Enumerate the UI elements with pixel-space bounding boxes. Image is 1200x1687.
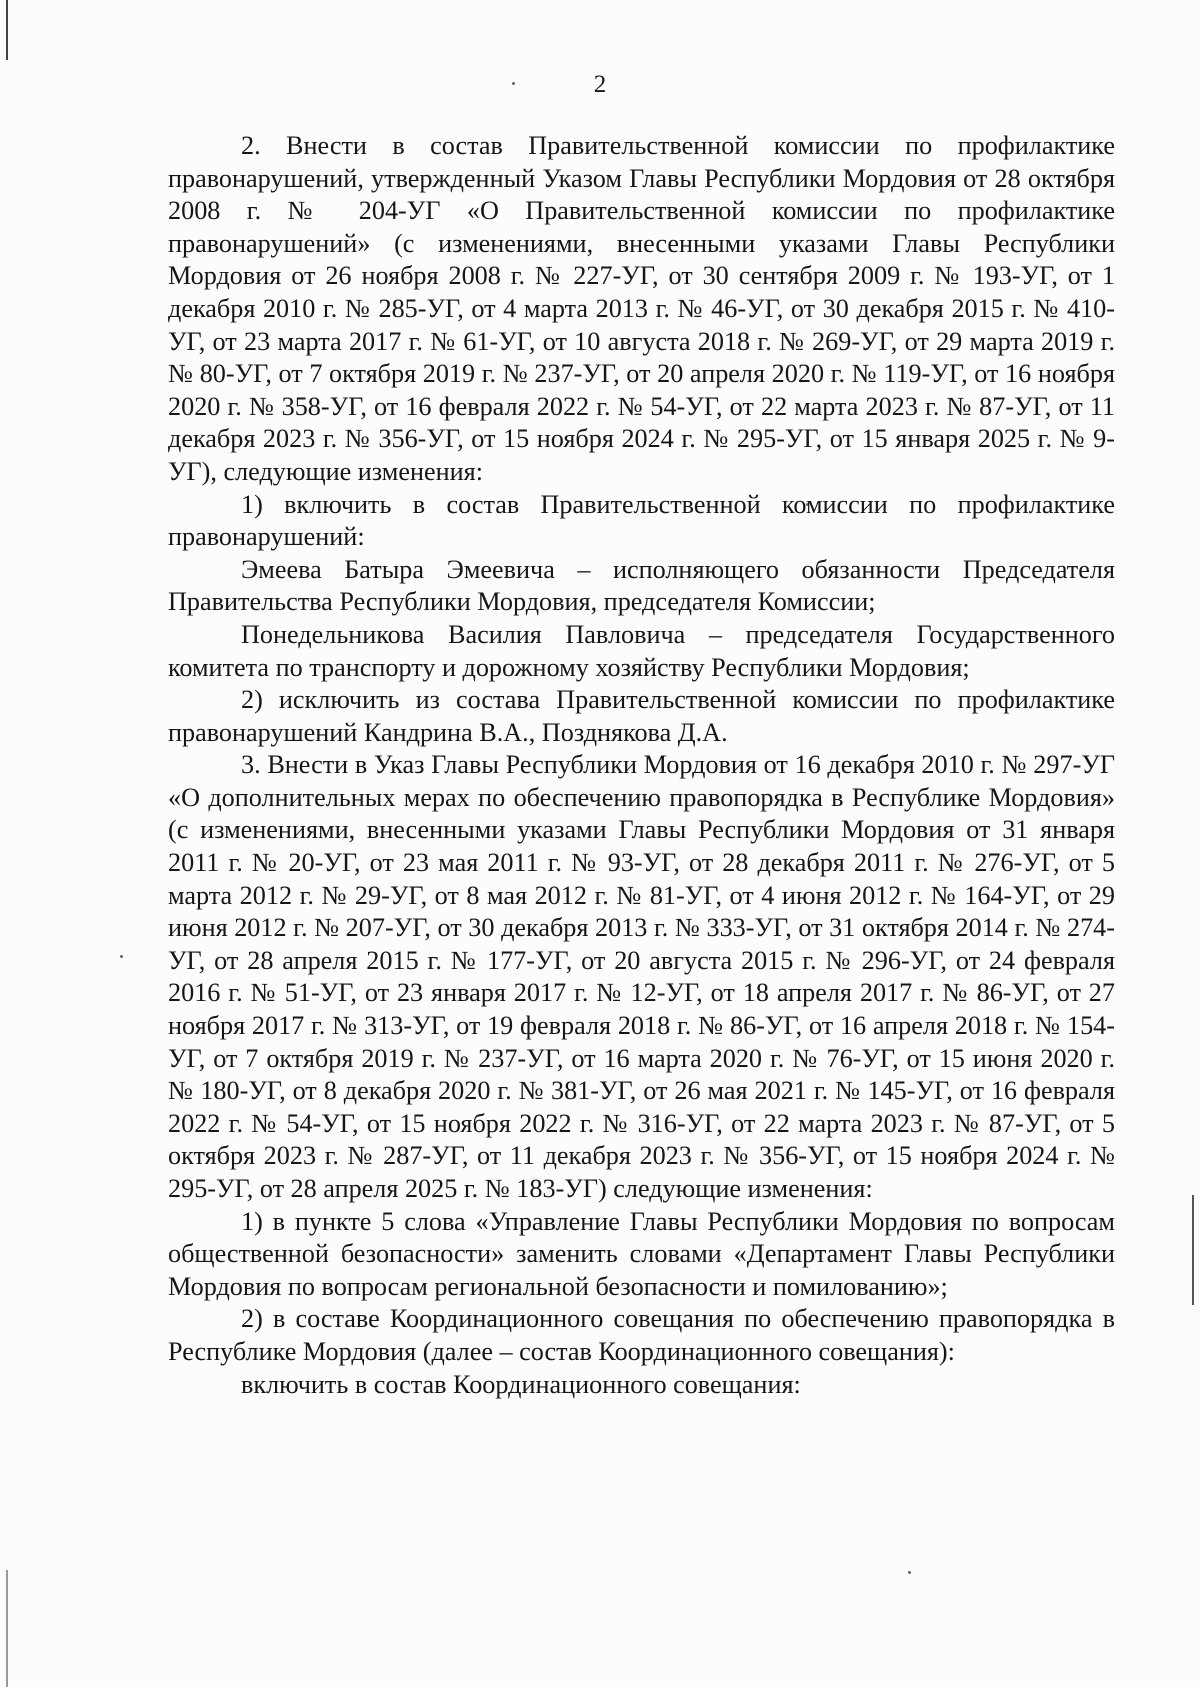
paragraph-member-emeev: Эмеева Батыра Эмеевича – исполняющего обязанности Председателя Правительства Республики Мордовия, председателя Комиссии;	[168, 554, 1115, 617]
paragraph-subitem-include-members: 1) включить в состав Правительственной комиссии по профилактике правонарушений:	[168, 489, 1115, 552]
paragraph-subitem-rename-department: 1) в пункте 5 слова «Управление Главы Республики Мордовия по вопросам общественной безопасности» заменить словами «Департамент Главы Республики Мордовия по вопросам региональной безопасности и помилованию»;	[168, 1206, 1115, 1301]
paragraph-subitem-coordination-meeting: 2) в составе Координационного совещания по обеспечению правопорядка в Республике Мордовия (далее – состав Координационного совещания):	[168, 1304, 1115, 1366]
scan-speck	[908, 1571, 911, 1574]
paragraph-member-ponedelnikov: Понедельникова Василия Павловича – председателя Государственного комитета по транспорту и дорожному хозяйству Республики Мордовия;	[168, 619, 1115, 682]
scan-edge-mark	[1192, 1195, 1194, 1305]
paragraph-item-2-commission-composition: 2. Внести в состав Правительственной комиссии по профилактике правонарушений, утвержденный Указом Главы Республики Мордовия от 28 октября 2008 г. № 204-УГ «О Правительственной комиссии по профилактике правонарушений» (с изменениями, внесенными указами Главы Республики Мордовия от 26 ноября 2008 г. № 227-УГ, от 30 сентября 2009 г. № 193-УГ, от 1 декабря 2010 г. № 285-УГ, от 4 марта 2013 г. № 46-УГ, от 30 декабря 2015 г. № 410-УГ, от 23 марта 2017 г. № 61-УГ, от 10 августа 2018 г. № 269-УГ, от 29 марта 2019 г. № 80-УГ, от 7 октября 2019 г. № 237-УГ, от 20 апреля 2020 г. № 119-УГ, от 16 ноября 2020 г. № 358-УГ, от 16 февраля 2022 г. № 54-УГ, от 22 марта 2023 г. № 87-УГ, от 11 декабря 2023 г. № 356-УГ, от 15 ноября 2024 г. № 295-УГ, от 15 января 2025 г. № 9-УГ), следующие изменения:	[168, 131, 1115, 486]
page-number: 2	[593, 71, 607, 98]
paragraph-subitem-exclude-members: 2) исключить из состава Правительственной комиссии по профилактике правонарушений Кандрина В.А., Позднякова Д.А.	[168, 685, 1115, 747]
scan-edge-mark	[6, 1570, 8, 1687]
scan-edge-mark	[6, 0, 8, 60]
document-body	[168, 130, 1115, 1401]
paragraph-include-coordination-members: включить в состав Координационного совещания:	[241, 1369, 801, 1399]
paragraph-item-3-decree-amendments: 3. Внести в Указ Главы Республики Мордовия от 16 декабря 2010 г. № 297-УГ «О дополнительных мерах по обеспечению правопорядка в Республике Мордовия» (с изменениями, внесенными указами Главы Республики Мордовия от 31 января 2011 г. № 20-УГ, от 23 мая 2011 г. № 93-УГ, от 28 декабря 2011 г. № 276-УГ, от 5 марта 2012 г. № 29-УГ, от 8 мая 2012 г. № 81-УГ, от 4 июня 2012 г. № 164-УГ, от 29 июня 2012 г. № 207-УГ, от 30 декабря 2013 г. № 333-УГ, от 31 октября 2014 г. № 274-УГ, от 28 апреля 2015 г. № 177-УГ, от 20 августа 2015 г. № 296-УГ, от 24 февраля 2016 г. № 51-УГ, от 23 января 2017 г. № 12-УГ, от 18 апреля 2017 г. № 86-УГ, от 27 ноября 2017 г. № 313-УГ, от 19 февраля 2018 г. № 86-УГ, от 16 апреля 2018 г. № 154-УГ, от 7 октября 2019 г. № 237-УГ, от 16 марта 2020 г. № 76-УГ, от 15 июня 2020 г. № 180-УГ, от 8 декабря 2020 г. № 381-УГ, от 26 мая 2021 г. № 145-УГ, от 16 февраля 2022 г. № 54-УГ, от 15 ноября 2022 г. № 316-УГ, от 22 марта 2023 г. № 87-УГ, от 5 октября 2023 г. № 287-УГ, от 11 декабря 2023 г. № 356-УГ, от 15 ноября 2024 г. № 295-УГ, от 28 апреля 2025 г. № 183-УГ) следующие изменения:	[168, 750, 1115, 1203]
scan-speck	[120, 955, 123, 958]
